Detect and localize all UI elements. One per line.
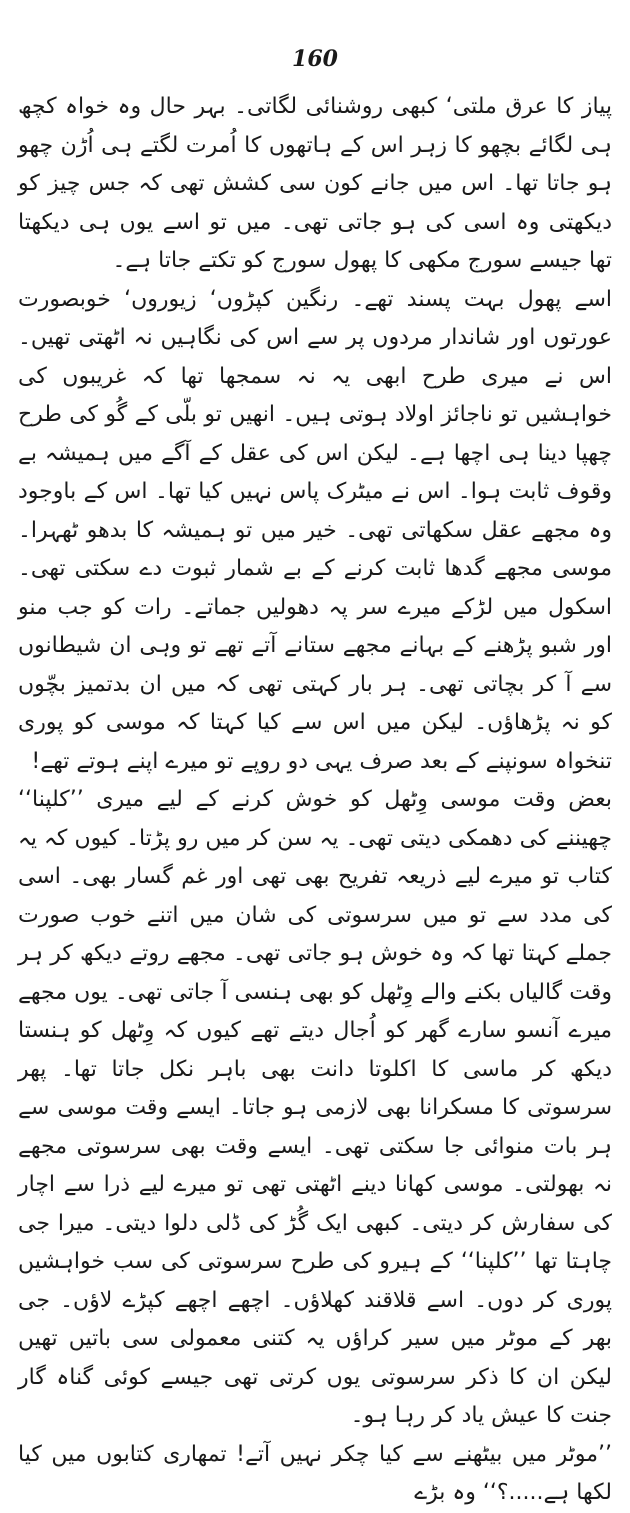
paragraph-2: اسے پھول بہت پسند تھے۔ رنگین کپڑوں‘ زیوروں‘ خوبصورت عورتوں اور شاندار مردوں پر سے اس کی نگاہیں نہ اٹھتی تھیں۔ اس نے میری طرح ابھی یہ نہ سمجھا تھا کہ غریبوں کی خواہشیں تو ناجائز اولاد ہوتی ہیں۔ انھیں تو بلّی کے گُو کی طرح چھپا دینا ہی اچھا ہے۔ لیکن اس کی عقل کے آگے میں ہمیشہ بے وقوف ثابت ہوا۔ اس نے میٹرک پاس نہیں کیا تھا۔ اس کے باوجود وہ مجھے عقل سکھاتی تھی۔ خیر میں تو ہمیشہ کا بدھو ٹھہرا۔ موسی مجھے گدھا ثابت کرنے کے بے شمار ثبوت دے سکتی تھی۔ اسکول میں لڑکے میرے سر پہ دھولیں جماتے۔ رات کو جب منو اور شبو پڑھنے کے بہانے مجھے ستانے آتے تھے تو وہی ان شیطانوں سے آ کر بچاتی تھی۔ ہر بار کہتی تھی کہ میں ان بدتمیز بچّوں کو نہ پڑھاؤں۔ لیکن میں اس سے کیا کہتا کہ موسی کو پوری تنخواہ سونپنے کے بعد صرف یہی دو روپے تو میرے اپنے ہوتے تھے!: [18, 286, 612, 774]
page-number: 160: [292, 46, 338, 72]
paragraph-3: بعض وقت موسی وِٹھل کو خوش کرنے کے لیے میری ’’کلپنا‘‘ چھیننے کی دھمکی دیتی تھی۔ یہ سن کر میں رو پڑتا۔ کیوں کہ یہ کتاب تو میرے لیے ذریعہ تفریح بھی تھی اور غم گسار بھی۔ اسی کی مدد سے تو میں سرسوتی کی شان میں اتنے خوب صورت جملے کہتا تھا کہ وہ خوش ہو جاتی تھی۔ مجھے روتے دیکھ کر ہر وقت گالیاں بکنے والے وِٹھل کو بھی ہنسی آ جاتی تھی۔ یوں مجھے میرے آنسو سارے گھر کو اُجال دیتے تھے کیوں کہ وِٹھل کو ہنستا دیکھ کر ماسی کا اکلوتا دانت بھی باہر نکل جاتا تھا۔ پھر سرسوتی کا مسکرانا بھی لازمی ہو جاتا۔ ایسے وقت موسی سے ہر بات منوائی جا سکتی تھی۔ ایسے وقت بھی سرسوتی مجھے نہ بھولتی۔ موسی کھانا دینے اٹھتی تھی تو میرے لیے ذرا سے اچار کی سفارش کر دیتی۔ کبھی ایک گُڑ کی ڈلی دلوا دیتی۔ میرا جی چاہتا تھا ’’کلپنا‘‘ کے ہیرو کی طرح سرسوتی کی سب خواہشیں پوری کر دوں۔ اسے قلاقند کھلاؤں۔ اچھے اچھے کپڑے لاؤں۔ جی بھر کے موٹر میں سیر کراؤں یہ کتنی معمولی سی باتیں تھیں لیکن ان کا ذکر سرسوتی یوں کرتی تھی جیسے کوئی گناہ گار جنت کا عیش یاد کر رہا ہو۔: [18, 787, 612, 1428]
text-body: [18, 88, 612, 1513]
paragraph-1: پیاز کا عرق ملتی‘ کبھی روشنائی لگاتی۔ بہر حال وہ خواہ کچھ ہی لگائے بچھو کا زہر اس کے ہاتھوں کا اُمرت لگتے ہی اُڑن چھو ہو جاتا تھا۔ اس میں جانے کون سی کشش تھی کہ جس چیز کو دیکھتی وہ اسی کی ہو جاتی تھی۔ میں تو اسے یوں ہی دیکھتا تھا جیسے سورج مکھی کا پھول سورج کو تکتے جاتا ہے۔: [18, 94, 612, 273]
paragraph-4: ’’موٹر میں بیٹھنے سے کیا چکر نہیں آتے! تمھاری کتابوں میں کیا لکھا ہے.....؟‘‘ وہ بڑے: [18, 1441, 612, 1505]
